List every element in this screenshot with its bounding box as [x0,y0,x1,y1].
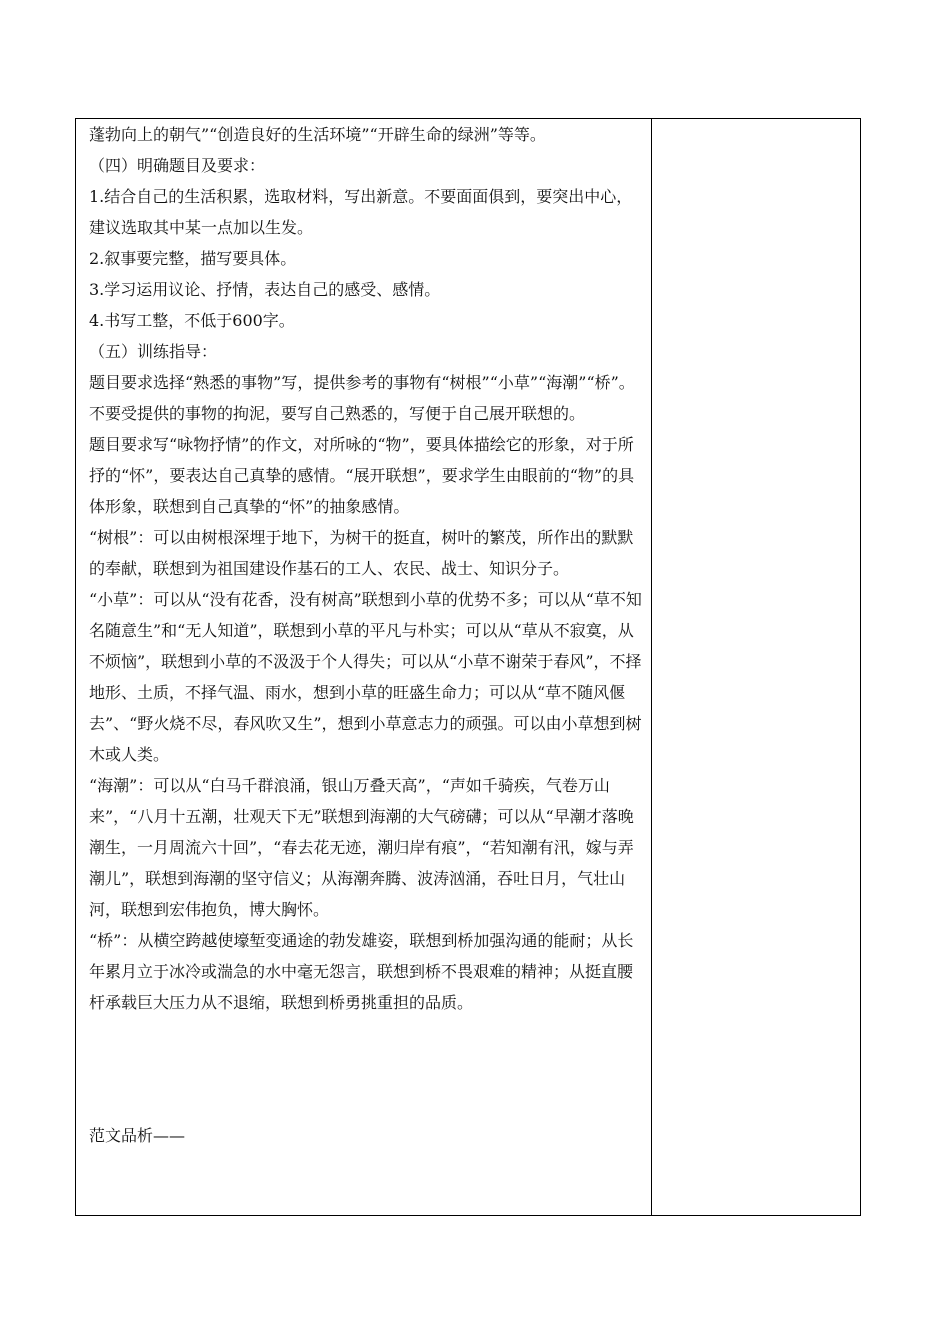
requirement-item: 2.叙事要完整，描写要具体。 [89,249,297,268]
paragraph-grass: “小草”：可以从“没有花香，没有树高”联想到小草的优势不多；可以从“草不知名随意生”和“无人知道”，联想到小草的平凡与朴实；可以从“草从不寂寞，从不烦恼”，联想到小草的不汲汲于个人得失；可以从“小草不谢荣于春风”，不择地形、土质，不择气温、雨水，想到小草的旺盛生命力；可以从“草不随风偃去”、“野火烧不尽，春风吹又生”，想到小草意志力的顽强。可以由小草想到树木或人类。 [89,590,642,764]
model-essay-heading: 范文品析—— [89,1126,186,1145]
paragraph-tree-root: “树根”：可以由树根深埋于地下，为树干的挺直，树叶的繁茂，所作出的默默的奉献，联想到为祖国建设作基石的工人、农民、战士、知识分子。 [89,528,634,578]
requirement-item: 4.书写工整，不低于600字。 [89,311,295,330]
side-cell [652,119,860,1215]
requirement-item: 3.学习运用议论、抒情，表达自己的感受、感情。 [89,280,441,299]
paragraph: 蓬勃向上的朝气”“创造良好的生活环境”“开辟生命的绿洲”等等。 [89,125,546,144]
paragraph: 题目要求写“咏物抒情”的作文，对所咏的“物”，要具体描绘它的形象，对于所抒的“怀”，要表达自己真挚的感情。“展开联想”，要求学生由眼前的“物”的具体形象，联想到自己真挚的“怀”的抽象感情。 [89,435,635,516]
paragraph: 题目要求选择“熟悉的事物”写，提供参考的事物有“树根”“小草”“海潮”“桥”。不要受提供的事物的拘泥，要写自己熟悉的，写便于自己展开联想的。 [89,373,635,423]
section-heading-four: （四）明确题目及要求： [89,156,266,175]
paragraph-bridge: “桥”：从横空跨越使壕堑变通途的勃发雄姿，联想到桥加强沟通的能耐；从长年累月立于冰冷或湍急的水中毫无怨言，联想到桥不畏艰难的精神；从挺直腰杆承载巨大压力从不退缩，联想到桥勇挑重担的品质。 [89,931,634,1012]
section-heading-five: （五）训练指导： [89,342,218,361]
paragraph-tide: “海潮”：可以从“白马千群浪涌，银山万叠天高”，“声如千骑疾，气卷万山来”，“八月十五潮，壮观天下无”联想到海潮的大气磅礴；可以从“早潮才落晚潮生，一月周流六十回”，“春去花无迹，潮归岸有痕”，“若知潮有汛，嫁与弄潮儿”，联想到海潮的坚守信义；从海潮奔腾、波涛汹涌，吞吐日月，气壮山河，联想到宏伟抱负，博大胸怀。 [89,776,634,919]
main-cell [76,119,652,1215]
document-body [89,119,645,1018]
content-table [75,118,861,1216]
requirement-item: 1.结合自己的生活积累，选取材料，写出新意。不要面面俱到，要突出中心，建议选取其中某一点加以生发。 [89,187,633,237]
